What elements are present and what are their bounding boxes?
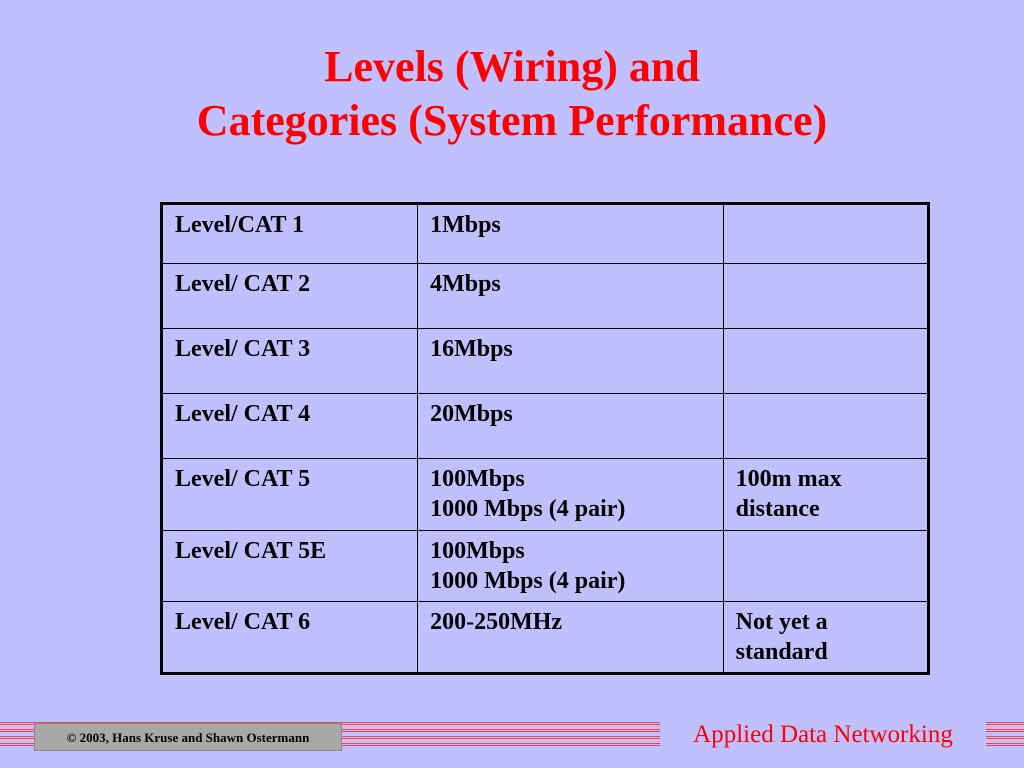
level-cell [162,264,418,329]
table-row [162,459,929,531]
level-cell [162,531,418,602]
note-cell [723,394,928,459]
speed-cell [418,329,724,394]
table-row [162,264,929,329]
note-cell [723,531,928,602]
speed-text: 1Mbps [430,212,501,238]
level-text: Level/ CAT 3 [175,336,311,362]
slide-title-line-1: Levels (Wiring) and [324,42,700,91]
speed-cell [418,602,724,674]
level-text: Level/ CAT 5 [175,466,311,492]
table-row [162,204,929,264]
course-brand: Applied Data Networking [693,721,953,748]
note-text: Not yet a [735,609,828,635]
level-text: Level/ CAT 2 [175,271,311,297]
copyright-box [34,723,342,751]
speed-text: 20Mbps [430,401,513,427]
speed-text: 1000 Mbps (4 pair) [430,568,626,594]
speed-cell [418,264,724,329]
note-cell [723,459,928,531]
note-cell [723,329,928,394]
note-cell [723,602,928,674]
slide-title-line-2: Categories (System Performance) [196,96,828,145]
level-text: Level/CAT 1 [175,212,305,238]
level-cell [162,459,418,531]
slide-title [0,40,1024,148]
note-cell [723,264,928,329]
table-row [162,531,929,602]
levels-table [160,202,930,675]
speed-text: 1000 Mbps (4 pair) [430,496,626,522]
table-row [162,329,929,394]
table-row [162,602,929,674]
speed-text: 4Mbps [430,271,501,297]
speed-cell [418,459,724,531]
speed-cell [418,531,724,602]
speed-text: 100Mbps [430,466,525,492]
level-text: Level/ CAT 5E [175,538,327,564]
speed-cell [418,204,724,264]
level-cell [162,204,418,264]
note-cell [723,204,928,264]
level-cell [162,329,418,394]
note-text: 100m max [735,466,842,492]
table-row [162,394,929,459]
note-text: standard [735,639,828,665]
speed-text: 16Mbps [430,336,513,362]
speed-text: 100Mbps [430,538,525,564]
speed-cell [418,394,724,459]
speed-text: 200-250MHz [430,609,563,635]
copyright-text: © 2003, Hans Kruse and Shawn Ostermann [66,730,310,745]
level-text: Level/ CAT 4 [175,401,311,427]
level-cell [162,394,418,459]
level-cell [162,602,418,674]
level-text: Level/ CAT 6 [175,609,311,635]
note-text: distance [735,496,820,522]
